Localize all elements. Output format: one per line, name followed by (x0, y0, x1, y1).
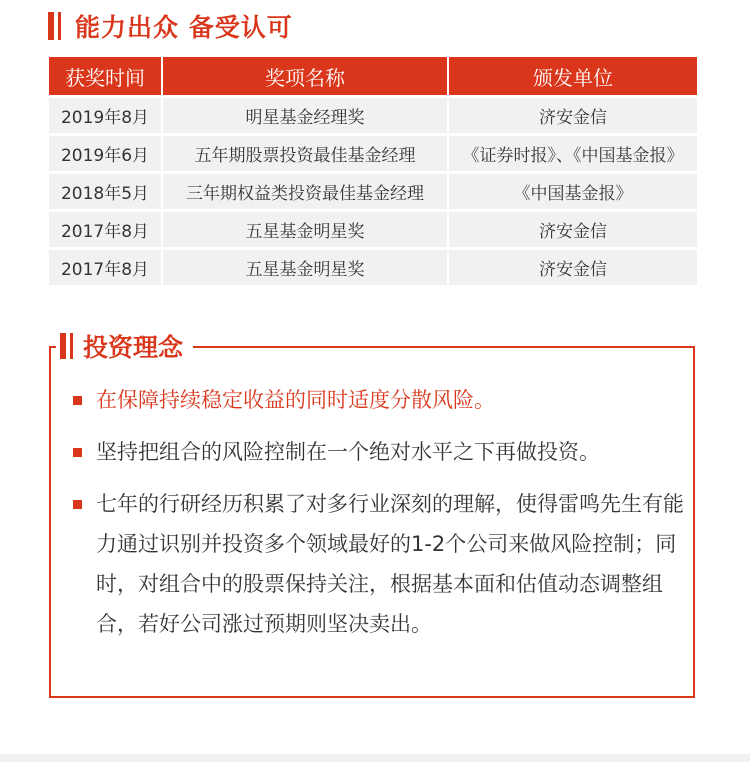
list-item (70, 432, 690, 472)
cell-date: 2019年8月 (49, 95, 163, 133)
bullet-square-icon (73, 448, 82, 457)
cell-issuer: 《中国基金报》 (449, 171, 697, 209)
col-header-date: 获奖时间 (49, 57, 163, 95)
cell-issuer: 济安金信 (449, 209, 697, 247)
cell-award: 明星基金经理奖 (163, 95, 449, 133)
list-item (70, 484, 690, 644)
table-header-row (49, 57, 697, 95)
bullet-square-icon (73, 500, 82, 509)
cell-date: 2017年8月 (49, 209, 163, 247)
section-title-philosophy (56, 327, 193, 365)
cell-issuer: 《证券时报》、《中国基金报》 (449, 133, 697, 171)
cell-date: 2019年6月 (49, 133, 163, 171)
awards-table (49, 57, 697, 285)
title-bars-icon (60, 333, 73, 359)
cell-issuer: 济安金信 (449, 247, 697, 285)
cell-award: 三年期权益类投资最佳基金经理 (163, 171, 449, 209)
bullet-square-icon (73, 396, 82, 405)
point-text: 坚持把组合的风险控制在一个绝对水平之下再做投资。 (96, 440, 600, 464)
philosophy-heading: 投资理念 (83, 333, 184, 362)
bottom-divider (0, 754, 750, 762)
cell-award: 五星基金明星奖 (163, 247, 449, 285)
cell-award: 五年期股票投资最佳基金经理 (163, 133, 449, 171)
list-item (70, 380, 690, 420)
table-row (49, 95, 697, 133)
point-text: 在保障持续稳定收益的同时适度分散风险。 (96, 388, 495, 412)
point-text: 七年的行研经历积累了对多行业深刻的理解，使得雷鸣先生有能力通过识别并投资多个领域最好的1-2个公司来做风险控制；同时，对组合中的股票保持关注，根据基本面和估值动态调整组合，若好公司涨过预期则坚决卖出。 (96, 492, 684, 636)
cell-issuer: 济安金信 (449, 95, 697, 133)
awards-heading: 能力出众 备受认可 (75, 13, 293, 42)
col-header-award: 奖项名称 (163, 57, 449, 95)
cell-award: 五星基金明星奖 (163, 209, 449, 247)
col-header-issuer: 颁发单位 (449, 57, 697, 95)
table-row (49, 133, 697, 171)
title-bars-icon (48, 12, 61, 40)
cell-date: 2017年8月 (49, 247, 163, 285)
cell-date: 2018年5月 (49, 171, 163, 209)
table-row (49, 209, 697, 247)
table-row (49, 171, 697, 209)
table-row (49, 247, 697, 285)
section-title-awards (48, 6, 293, 46)
philosophy-list (70, 380, 690, 656)
